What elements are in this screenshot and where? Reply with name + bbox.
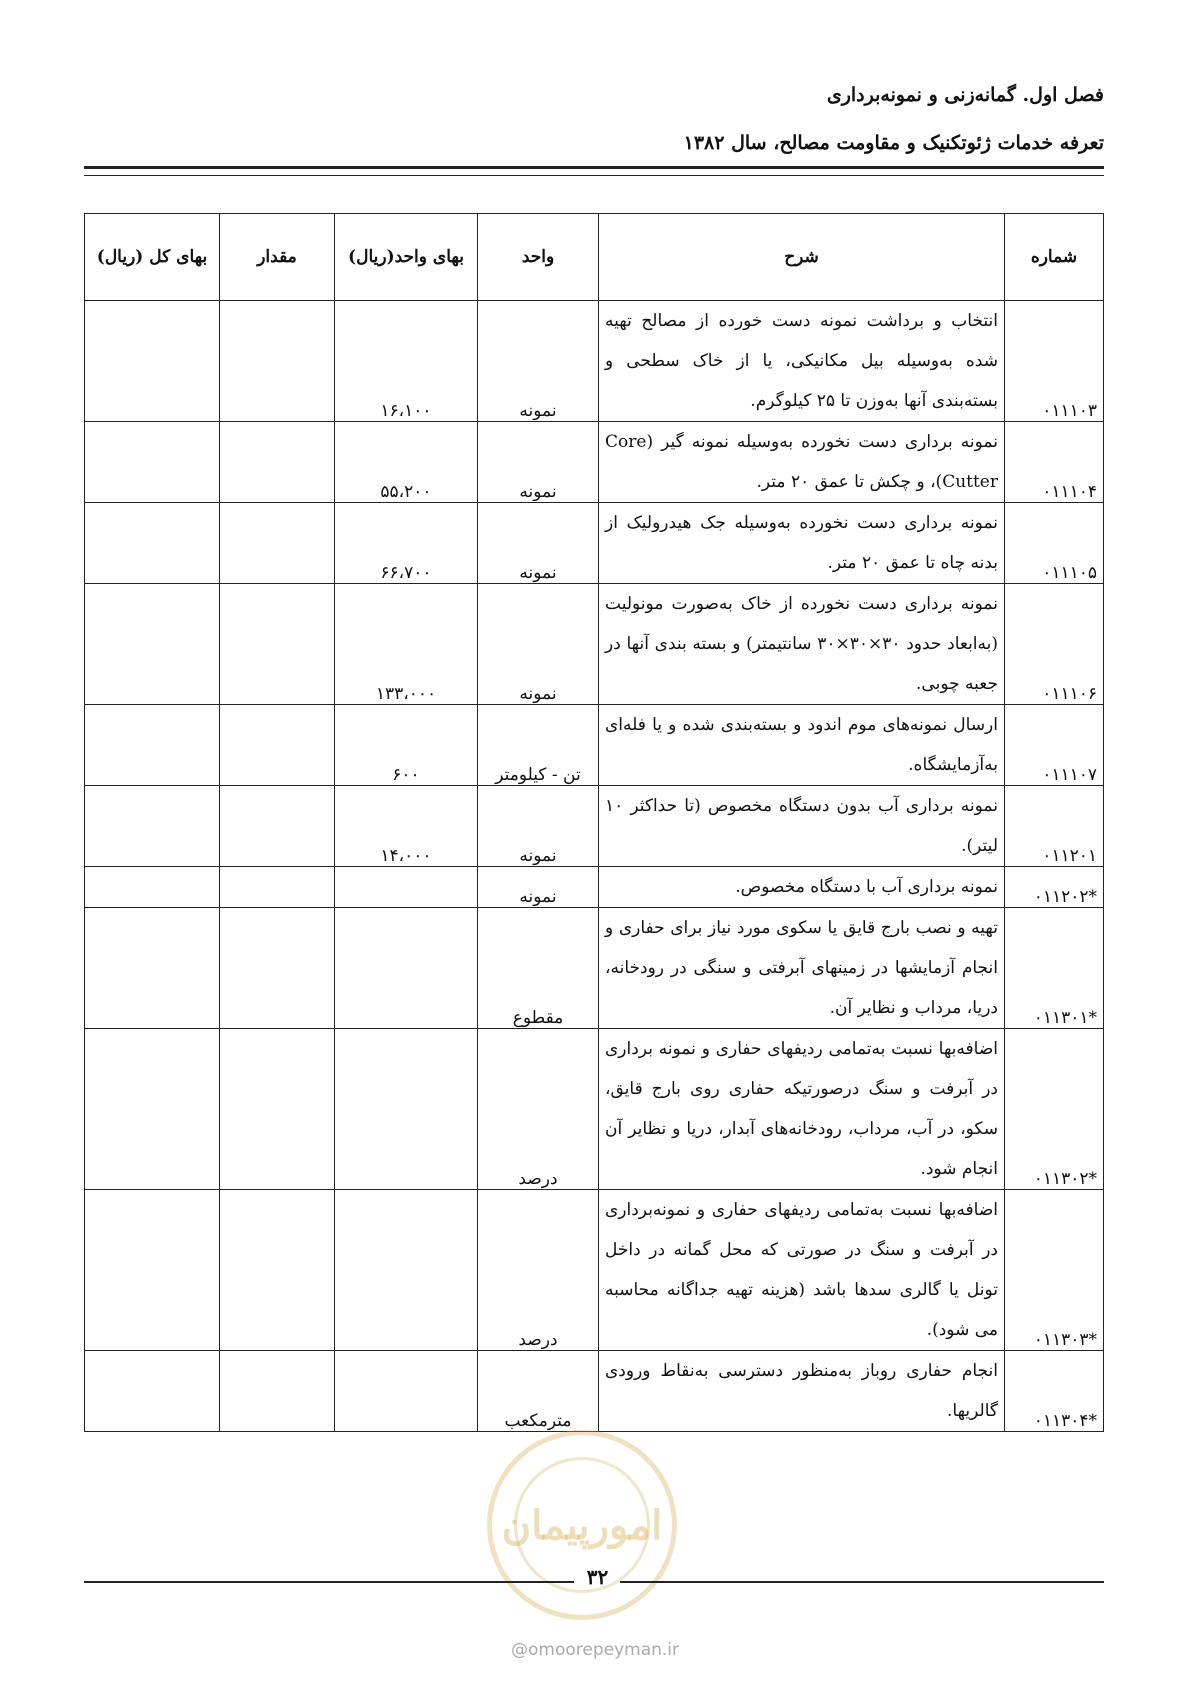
row-number: *۰۱۱۳۰۱: [1005, 908, 1104, 1029]
row-number: *۰۱۱۳۰۳: [1005, 1190, 1104, 1351]
table-row: [85, 908, 1104, 1029]
row-quantity: [220, 422, 335, 503]
row-unit-price: [335, 867, 478, 908]
row-unit: نمونه: [478, 503, 599, 584]
row-total-price: [85, 1351, 220, 1432]
table-row: [85, 503, 1104, 584]
row-unit: درصد: [478, 1029, 599, 1190]
page-header: [84, 78, 1104, 160]
row-quantity: [220, 301, 335, 422]
row-unit-price: ۱۳۳،۰۰۰: [335, 584, 478, 705]
tariff-table: [84, 213, 1104, 1432]
row-total-price: [85, 301, 220, 422]
table-row: [85, 584, 1104, 705]
row-number: ۰۱۱۱۰۷: [1005, 705, 1104, 786]
website-watermark: @omoorepeyman.ir: [510, 1640, 680, 1660]
row-quantity: [220, 705, 335, 786]
row-unit-price: [335, 1351, 478, 1432]
row-unit: مقطوع: [478, 908, 599, 1029]
row-unit-price: ۵۵،۲۰۰: [335, 422, 478, 503]
table-row: [85, 786, 1104, 867]
watermark-seal: [487, 1430, 677, 1620]
row-unit: نمونه: [478, 867, 599, 908]
row-description: نمونه برداری آب بدون دستگاه مخصوص (تا حداکثر ۱۰ لیتر).: [599, 786, 1005, 867]
row-description: نمونه برداری دست نخورده به‌وسیله نمونه گیر (Core Cutter)، و چکش تا عمق ۲۰ متر.: [599, 422, 1005, 503]
row-unit: درصد: [478, 1190, 599, 1351]
row-unit-price: ۱۴،۰۰۰: [335, 786, 478, 867]
watermark-text: امورپیمان: [501, 1501, 663, 1549]
row-unit: تن - کیلومتر: [478, 705, 599, 786]
table-row: [85, 705, 1104, 786]
header-unit: واحد: [478, 214, 599, 301]
table-row: [85, 1029, 1104, 1190]
row-total-price: [85, 422, 220, 503]
row-description: اضافه‌بها نسبت به‌تمامی ردیفهای حفاری و نمونه‌برداری در آبرفت و سنگ در صورتی که محل گمانه در داخل تونل یا گالری سدها باشد (هزینه تهیه جداگانه محاسبه می شود).: [599, 1190, 1005, 1351]
footer-divider-left: [84, 1581, 574, 1583]
row-quantity: [220, 584, 335, 705]
row-total-price: [85, 1029, 220, 1190]
header-quantity: مقدار: [220, 214, 335, 301]
row-total-price: [85, 503, 220, 584]
row-quantity: [220, 1190, 335, 1351]
row-quantity: [220, 786, 335, 867]
row-total-price: [85, 1190, 220, 1351]
row-unit-price: ۶۶،۷۰۰: [335, 503, 478, 584]
row-quantity: [220, 503, 335, 584]
row-number: *۰۱۱۲۰۲: [1005, 867, 1104, 908]
row-quantity: [220, 1029, 335, 1190]
row-number: ۰۱۱۱۰۶: [1005, 584, 1104, 705]
row-number: ۰۱۱۱۰۴: [1005, 422, 1104, 503]
row-unit: نمونه: [478, 301, 599, 422]
row-unit-price: ۶۰۰: [335, 705, 478, 786]
row-quantity: [220, 908, 335, 1029]
row-unit: مترمکعب: [478, 1351, 599, 1432]
row-unit: نمونه: [478, 422, 599, 503]
row-total-price: [85, 908, 220, 1029]
row-unit-price: [335, 1029, 478, 1190]
row-total-price: [85, 584, 220, 705]
row-number: ۰۱۱۱۰۳: [1005, 301, 1104, 422]
row-total-price: [85, 786, 220, 867]
row-number: *۰۱۱۳۰۴: [1005, 1351, 1104, 1432]
row-unit-price: [335, 908, 478, 1029]
table-row: [85, 1190, 1104, 1351]
row-description: انجام حفاری روباز به‌منظور دسترسی به‌نقاط ورودی گالریها.: [599, 1351, 1005, 1432]
row-description: نمونه برداری دست نخورده به‌وسیله جک هیدرولیک از بدنه چاه تا عمق ۲۰ متر.: [599, 503, 1005, 584]
row-unit: نمونه: [478, 786, 599, 867]
row-unit: نمونه: [478, 584, 599, 705]
table-row: [85, 867, 1104, 908]
row-unit-price: [335, 1190, 478, 1351]
row-description: تهیه و نصب بارج قایق یا سکوی مورد نیاز برای حفاری و انجام آزمایشها در زمینهای آبرفتی و سنگی در رودخانه، دریا، مرداب و نظایر آن.: [599, 908, 1005, 1029]
footer-divider-right: [620, 1581, 1104, 1583]
row-total-price: [85, 867, 220, 908]
row-number: *۰۱۱۳۰۲: [1005, 1029, 1104, 1190]
row-total-price: [85, 705, 220, 786]
table-header-row: [85, 214, 1104, 301]
row-description: نمونه برداری آب با دستگاه مخصوص.: [599, 867, 1005, 908]
row-number: ۰۱۱۱۰۵: [1005, 503, 1104, 584]
table-row: [85, 301, 1104, 422]
row-number: ۰۱۱۲۰۱: [1005, 786, 1104, 867]
row-description: نمونه برداری دست نخورده از خاک به‌صورت مونولیت (به‌ابعاد حدود ۳۰×۳۰×۳۰ سانتیمتر) و بسته بندی آنها در جعبه چوبی.: [599, 584, 1005, 705]
header-description: شرح: [599, 214, 1005, 301]
header-total-price: بهای کل (ریال): [85, 214, 220, 301]
row-description: اضافه‌بها نسبت به‌تمامی ردیفهای حفاری و نمونه برداری در آبرفت و سنگ درصورتیکه حفاری روی بارج قایق، سکو، در آب، مرداب، رودخانه‌های آبدار، دریا و نظایر آن انجام شود.: [599, 1029, 1005, 1190]
row-unit-price: ۱۶،۱۰۰: [335, 301, 478, 422]
header-number: شماره: [1005, 214, 1104, 301]
header-divider: [84, 166, 1104, 176]
table-row: [85, 422, 1104, 503]
row-description: ارسال نمونه‌های موم اندود و بسته‌بندی شده و یا فله‌ای به‌آزمایشگاه.: [599, 705, 1005, 786]
row-description: انتخاب و برداشت نمونه دست خورده از مصالح تهیه شده به‌وسیله بیل مکانیکی، یا از خاک سطحی و بسته‌بندی آنها به‌وزن تا ۲۵ کیلوگرم.: [599, 301, 1005, 422]
header-unit-price: بهای واحد(ریال): [335, 214, 478, 301]
row-quantity: [220, 867, 335, 908]
row-quantity: [220, 1351, 335, 1432]
document-subtitle: تعرفه خدمات ژئوتکنیک و مقاومت مصالح، سال ۱۳۸۲: [683, 132, 1104, 154]
page-number: ۳۲: [586, 1565, 609, 1589]
table-row: [85, 1351, 1104, 1432]
chapter-title: فصل اول. گمانه‌زنی و نمونه‌برداری: [826, 84, 1104, 106]
